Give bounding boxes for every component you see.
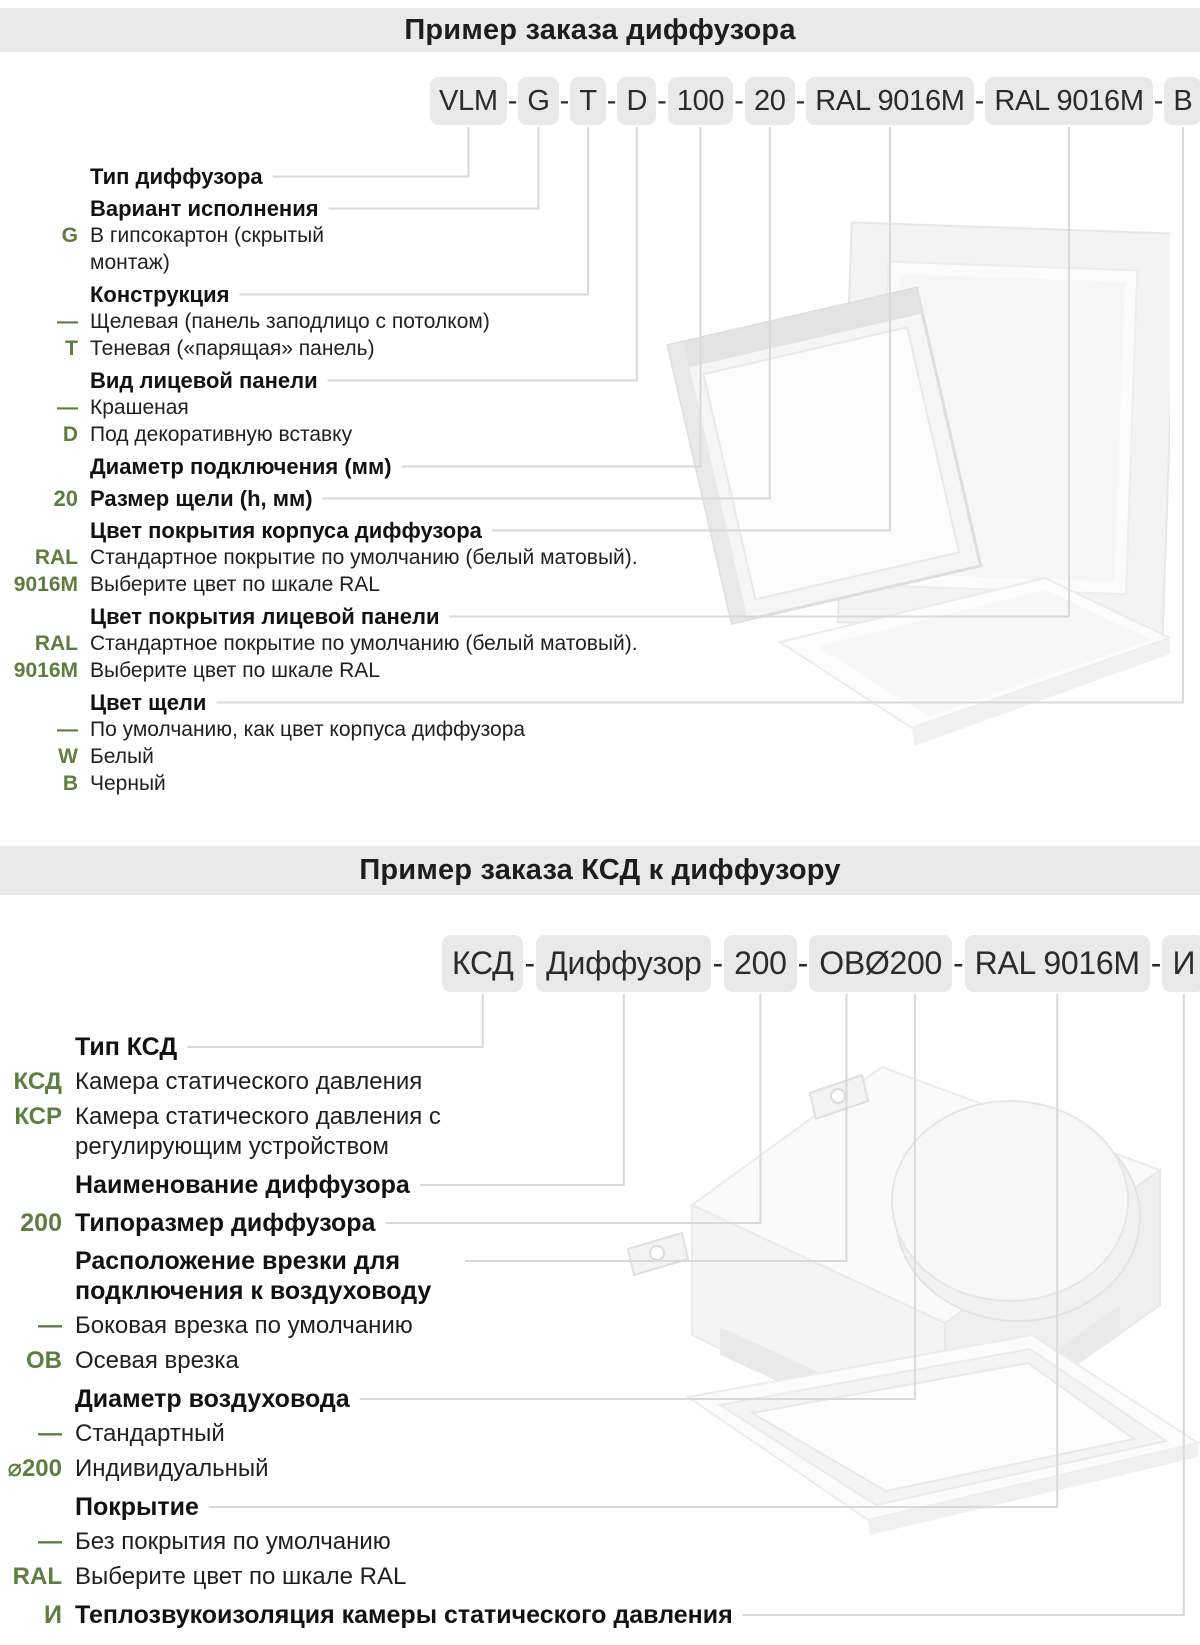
definition-item — [0, 716, 750, 743]
code-segment: ОВØ200 — [809, 935, 952, 992]
definition-code: G — [61, 224, 78, 247]
definition-item — [0, 630, 750, 684]
definition-code: ОВ — [26, 1347, 62, 1374]
definition-text: Боковая врезка по умолчанию — [75, 1312, 413, 1339]
code-segment: G — [518, 77, 558, 125]
definition-text: Диаметр воздуховода — [75, 1385, 350, 1413]
definition-text: Наименование диффузора — [75, 1171, 410, 1199]
definition-item — [0, 743, 750, 770]
definition-header — [0, 485, 750, 512]
definition-text: Стандартный — [75, 1420, 225, 1447]
definition-text: Выберите цвет по шкале RAL — [75, 1563, 407, 1590]
definition-item — [0, 770, 750, 797]
definition-code: 20 — [53, 486, 78, 511]
definition-text: Типоразмер диффузора — [75, 1209, 376, 1237]
definition-item — [0, 1346, 780, 1376]
definition-header — [0, 689, 750, 716]
definition-text: Индивидуальный — [75, 1455, 269, 1482]
definition-header — [0, 281, 750, 308]
definition-text: Вид лицевой панели — [90, 368, 318, 393]
code-separator: - — [795, 84, 806, 117]
definition-code: — — [38, 1528, 62, 1555]
definition-item — [0, 1562, 780, 1592]
definition-code: КСД — [13, 1068, 62, 1095]
definition-text: Под декоративную вставку — [90, 423, 353, 446]
definition-text: Теневая («парящая» панель) — [90, 337, 375, 360]
section-title-diffuser: Пример заказа диффузора — [0, 8, 1200, 52]
definition-code: — — [38, 1420, 62, 1447]
order-code-ksd — [442, 935, 1200, 992]
definition-text: Цвет щели — [90, 690, 207, 715]
definition-code: 200 — [20, 1209, 62, 1237]
definition-text: Тип КСД — [75, 1033, 178, 1061]
code-separator: - — [953, 945, 964, 981]
definition-code: И — [44, 1601, 62, 1629]
definition-text: Белый — [90, 745, 154, 768]
code-segment: B — [1164, 77, 1200, 125]
definition-text: Стандартное покрытие по умолчанию (белый матовый). Выберите цвет по шкале RAL — [90, 632, 638, 682]
code-segment: RAL 9016M — [985, 77, 1152, 125]
definition-header — [0, 1384, 780, 1414]
definition-text: Покрытие — [75, 1493, 199, 1521]
definition-item — [0, 1067, 780, 1097]
code-separator: - — [734, 84, 744, 117]
definition-header — [0, 453, 750, 480]
code-segment: T — [570, 77, 605, 125]
code-separator: - — [606, 84, 617, 117]
definition-header — [0, 1170, 780, 1200]
code-segment: RAL 9016M — [806, 77, 973, 125]
order-code-diffuser — [430, 77, 1200, 125]
definition-code: — — [57, 310, 78, 333]
code-segment: 100 — [668, 77, 734, 125]
definition-code: RAL — [12, 1563, 62, 1590]
definition-header — [0, 163, 750, 190]
definition-code: B — [62, 772, 78, 795]
definition-item — [0, 1527, 780, 1557]
definition-header — [0, 1032, 780, 1062]
definition-text: Камера статического давления с регулирующим устройством — [75, 1103, 441, 1160]
code-segment: VLM — [430, 77, 507, 125]
definition-code: — — [57, 396, 78, 419]
definition-code: КСР — [14, 1103, 62, 1130]
definition-text: Конструкция — [90, 282, 230, 307]
definition-text: Камера статического давления — [75, 1068, 423, 1095]
definition-text: Черный — [90, 772, 166, 795]
code-separator: - — [559, 84, 570, 117]
definition-header — [0, 195, 750, 222]
definition-text: Крашеная — [90, 396, 189, 419]
definition-item — [0, 394, 750, 421]
code-separator: - — [507, 84, 518, 117]
definition-text: Цвет покрытия лицевой панели — [90, 604, 440, 629]
section-title-ksd: Пример заказа КСД к диффузору — [0, 846, 1200, 895]
definition-text: Размер щели (h, мм) — [90, 486, 313, 511]
definition-item — [0, 308, 750, 335]
definition-text: Без покрытия по умолчанию — [75, 1528, 391, 1555]
definition-text: Стандартное покрытие по умолчанию (белый матовый). Выберите цвет по шкале RAL — [90, 546, 638, 596]
code-separator: - — [1153, 84, 1164, 117]
definition-text: По умолчанию, как цвет корпуса диффузора — [90, 718, 526, 741]
code-segment: D — [617, 77, 656, 125]
code-separator: - — [657, 84, 667, 117]
definition-text: Расположение врезки для подключения к воздуховоду — [75, 1247, 432, 1305]
definitions-list-ksd — [0, 1032, 780, 1630]
code-separator: - — [1150, 945, 1162, 981]
definition-item — [0, 1311, 780, 1341]
definition-code: ⌀200 — [7, 1455, 62, 1482]
definition-header — [0, 1600, 780, 1630]
definition-code: — — [38, 1312, 62, 1339]
code-segment: 200 — [724, 935, 797, 992]
definition-text: Теплозвукоизоляция камеры статического давления — [75, 1601, 733, 1629]
definition-item — [0, 222, 750, 276]
definition-code: RAL 9016M — [13, 546, 78, 596]
definition-item — [0, 544, 750, 598]
definition-header — [0, 1246, 780, 1306]
definition-header — [0, 367, 750, 394]
definition-text: Диаметр подключения (мм) — [90, 454, 392, 479]
code-segment: 20 — [745, 77, 795, 125]
definition-item — [0, 335, 750, 362]
definition-text: Цвет покрытия корпуса диффузора — [90, 518, 482, 543]
definition-item — [0, 1419, 780, 1449]
definitions-list-diffuser — [0, 163, 750, 797]
definition-text: В гипсокартон (скрытый монтаж) — [90, 224, 324, 274]
code-separator: - — [797, 945, 809, 981]
definition-text: Осевая врезка — [75, 1347, 239, 1374]
definition-code: W — [58, 745, 78, 768]
definition-code: D — [62, 423, 78, 446]
code-segment: Диффузор — [536, 935, 711, 992]
code-separator: - — [974, 84, 985, 117]
definition-header — [0, 517, 750, 544]
definition-code: RAL 9016M — [13, 632, 78, 682]
definition-header — [0, 603, 750, 630]
definition-text: Щелевая (панель заподлицо с потолком) — [90, 310, 490, 333]
definition-text: Вариант исполнения — [90, 196, 319, 221]
definition-header — [0, 1492, 780, 1522]
code-segment: КСД — [442, 935, 523, 992]
code-separator: - — [524, 945, 536, 981]
definition-code: T — [65, 337, 78, 360]
definition-text: Тип диффузора — [90, 164, 263, 189]
code-segment: И — [1162, 935, 1200, 992]
definition-item — [0, 1102, 780, 1162]
code-segment: RAL 9016M — [965, 935, 1150, 992]
code-separator: - — [712, 945, 724, 981]
definition-code: — — [57, 718, 78, 741]
definition-item — [0, 421, 750, 448]
definition-item — [0, 1454, 780, 1484]
definition-header — [0, 1208, 780, 1238]
